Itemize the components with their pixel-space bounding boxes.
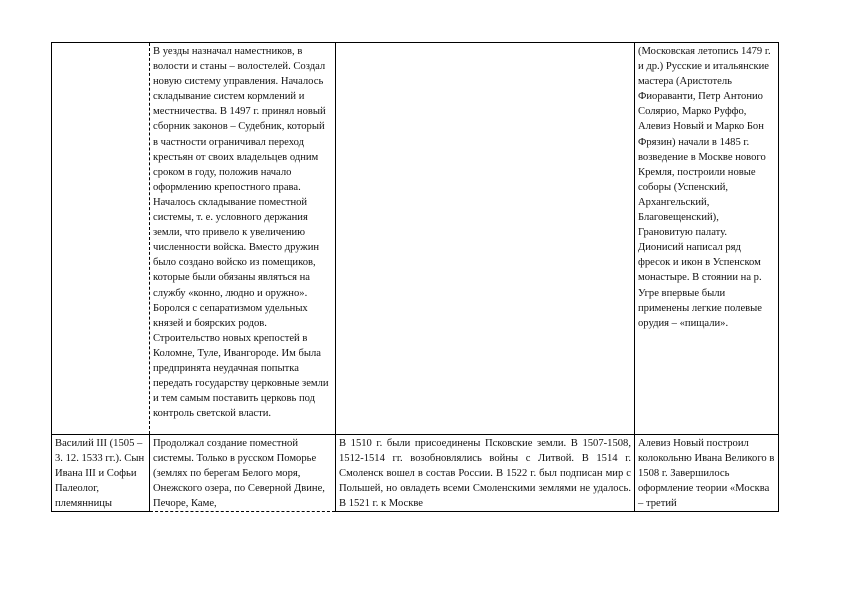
reforms-cell: Продолжал создание поместной системы. Только в русском Поморье (землях по берегам Белого моря, Онежского озера, по Северной Двине, Печоре, Каме, [150, 435, 336, 512]
ruler-cell: Василий III (1505 –3. 12. 1533 гг.). Сын Ивана III и Софьи Палеолог, племянницы [52, 435, 150, 512]
culture-cell: Алевиз Новый построил колокольню Ивана Великого в 1508 г. Завершилось оформление теории «Москва – третий [635, 435, 779, 512]
foreign-policy-cell: В 1510 г. были присоединены Псковские земли. В 1507-1508, 1512-1514 гг. возобновлялись войны с Литвой. В 1514 г. Смоленск вошел в состав России. В 1522 г. был подписан мир с Польшей, но овладеть всеми Смоленскими землями не удалось. В 1521 г. к Москве [336, 435, 635, 512]
ruler-cell [52, 43, 150, 435]
table-row [52, 435, 779, 512]
table-row [52, 43, 779, 435]
culture-cell: (Московская летопись 1479 г. и др.) Русские и итальянские мастера (Аристотель Фиораванти, Петр Антонио Солярио, Марко Руффо, Алевиз Новый и Марко Бон Фрязин) начали в 1485 г. возведение в Москве нового Кремля, построили новые соборы (Успенский, Архангельский, Благовещенский), Грановитую палату. Дионисий написал ряд фресок и икон в Успенском монастыре. В стоянии на р. Угре впервые были применены легкие полевые орудия – «пищали». [635, 43, 779, 435]
foreign-policy-cell [336, 43, 635, 435]
history-table [51, 42, 779, 512]
reforms-cell: В уезды назначал наместников, в волости и станы – волостелей. Создал новую систему управления. Началось складывание систем кормлений и местничества. В 1497 г. принял новый сборник законов – Судебник, который в частности ограничивал переход крестьян от своих владельцев одним сроком в году, положив начало оформлению крепостного права. Началось складывание поместной системы, т. е. условного держания земли, что привело к увеличению численности войска. Вместо дружин было создано войско из помещиков, которые были обязаны являться на службу «конно, людно и оружно». Боролся с сепаратизмом удельных князей и боярских родов. Строительство новых крепостей в Коломне, Туле, Ивангороде. Им была предпринята неудачная попытка передать государству церковные земли и тем самым поставить церковь под контроль светской власти. [150, 43, 336, 435]
